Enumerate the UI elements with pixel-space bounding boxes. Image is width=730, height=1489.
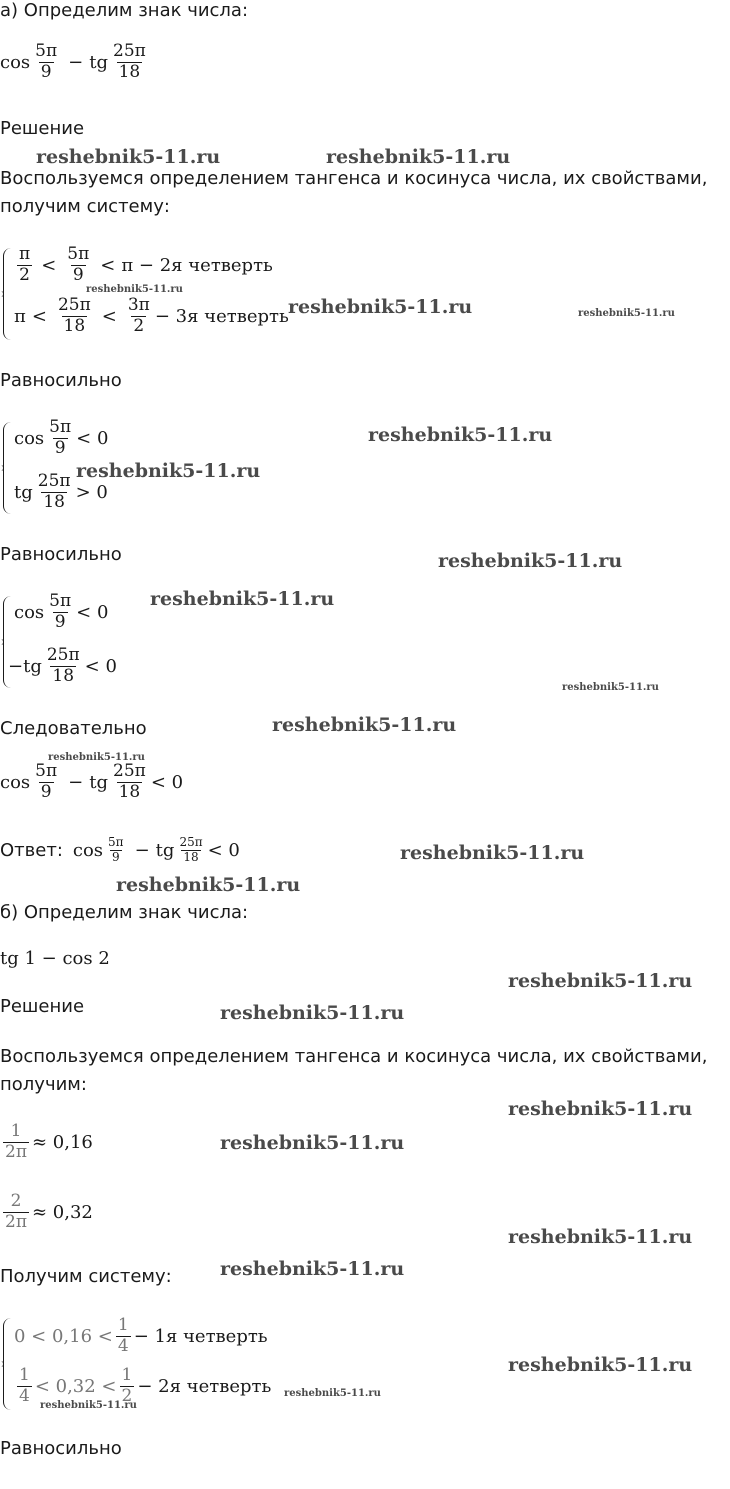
approx-1: $\frac{1}{2\pi}$ ≈ 0,16 bbox=[5, 1121, 93, 1162]
system4-row1: 0 < 0,16 < $\frac{1}{4}$ − 1я четверть bbox=[14, 1315, 268, 1356]
watermark: reshebnik5-11.ru bbox=[48, 752, 145, 763]
system1-row1: $\frac{\pi}{2}$ < $\frac{5\pi}{9}$ < π − 2я четверть bbox=[19, 244, 273, 285]
watermark: reshebnik5-11.ru bbox=[220, 1132, 405, 1154]
watermark: reshebnik5-11.ru bbox=[220, 1002, 405, 1024]
watermark: reshebnik5-11.ru bbox=[288, 296, 473, 318]
equiv-label-2: Равносильно bbox=[0, 544, 122, 565]
watermark: reshebnik5-11.ru bbox=[578, 308, 675, 319]
part-a-heading: а) Определим знак числа: bbox=[0, 0, 249, 21]
watermark: reshebnik5-11.ru bbox=[36, 146, 221, 168]
system3-row1: cos $\frac{5\pi}{9}$ < 0 bbox=[14, 591, 109, 632]
equiv-label-b: Равносильно bbox=[0, 1438, 122, 1459]
watermark: reshebnik5-11.ru bbox=[368, 424, 553, 446]
watermark: reshebnik5-11.ru bbox=[508, 1098, 693, 1120]
watermark: reshebnik5-11.ru bbox=[272, 714, 457, 736]
watermark: reshebnik5-11.ru bbox=[508, 1226, 693, 1248]
watermark: reshebnik5-11.ru bbox=[220, 1258, 405, 1280]
watermark: reshebnik5-11.ru bbox=[438, 550, 623, 572]
equiv-label-1: Равносильно bbox=[0, 370, 122, 391]
part-a-expression: cos $\frac{5\pi}{9}$ − tg $\frac{25\pi}{18}$ bbox=[0, 41, 146, 82]
system4-row2: $\frac{1}{4}$ < 0,32 < $\frac{1}{2}$ − 2я четверть bbox=[19, 1365, 272, 1406]
intro-line-2-b: получим: bbox=[0, 1074, 87, 1095]
watermark: reshebnik5-11.ru bbox=[86, 284, 183, 295]
solution-label-b: Решение bbox=[0, 996, 85, 1017]
system-brace bbox=[3, 422, 12, 514]
therefore-label: Следовательно bbox=[0, 718, 147, 739]
watermark: reshebnik5-11.ru bbox=[40, 1400, 137, 1411]
system-brace bbox=[3, 248, 12, 340]
approx-2: $\frac{2}{2\pi}$ ≈ 0,32 bbox=[5, 1191, 93, 1232]
intro-line-1-b: Воспользуемся определением тангенса и косинуса числа, их свойствами, bbox=[0, 1046, 708, 1067]
part-b-heading: б) Определим знак числа: bbox=[0, 902, 249, 923]
watermark: reshebnik5-11.ru bbox=[508, 1354, 693, 1376]
watermark: reshebnik5-11.ru bbox=[150, 588, 335, 610]
system-brace bbox=[3, 1318, 12, 1410]
cos-label: cos bbox=[0, 51, 31, 73]
answer-line: Ответ: cos $\frac{5\pi}{9}$ − tg $\frac{25\pi}{18}$ < 0 bbox=[0, 835, 240, 864]
solution-label-a: Решение bbox=[0, 118, 85, 139]
watermark: reshebnik5-11.ru bbox=[76, 460, 261, 482]
watermark: reshebnik5-11.ru bbox=[116, 874, 301, 896]
system2-row2: tg $\frac{25\pi}{18}$ > 0 bbox=[14, 471, 108, 512]
result-expression: cos $\frac{5\pi}{9}$ − tg $\frac{25\pi}{18}$ < 0 bbox=[0, 761, 184, 802]
watermark: reshebnik5-11.ru bbox=[284, 1388, 381, 1399]
watermark: reshebnik5-11.ru bbox=[326, 146, 511, 168]
intro-line-2-a: получим систему: bbox=[0, 196, 170, 217]
answer-label: Ответ: bbox=[0, 839, 63, 861]
system3-row2: −tg $\frac{25\pi}{18}$ < 0 bbox=[8, 645, 117, 686]
intro-line-1-a: Воспользуемся определением тангенса и косинуса числа, их свойствами, bbox=[0, 168, 708, 189]
watermark: reshebnik5-11.ru bbox=[562, 682, 659, 693]
system1-row2: π < $\frac{25\pi}{18}$ < $\frac{3\pi}{2}$ − 3я четверть bbox=[14, 295, 289, 336]
watermark: reshebnik5-11.ru bbox=[400, 842, 585, 864]
system-label-b: Получим систему: bbox=[0, 1266, 172, 1287]
part-b-expression: tg 1 − cos 2 bbox=[0, 948, 110, 969]
watermark: reshebnik5-11.ru bbox=[508, 970, 693, 992]
system2-row1: cos $\frac{5\pi}{9}$ < 0 bbox=[14, 417, 109, 458]
